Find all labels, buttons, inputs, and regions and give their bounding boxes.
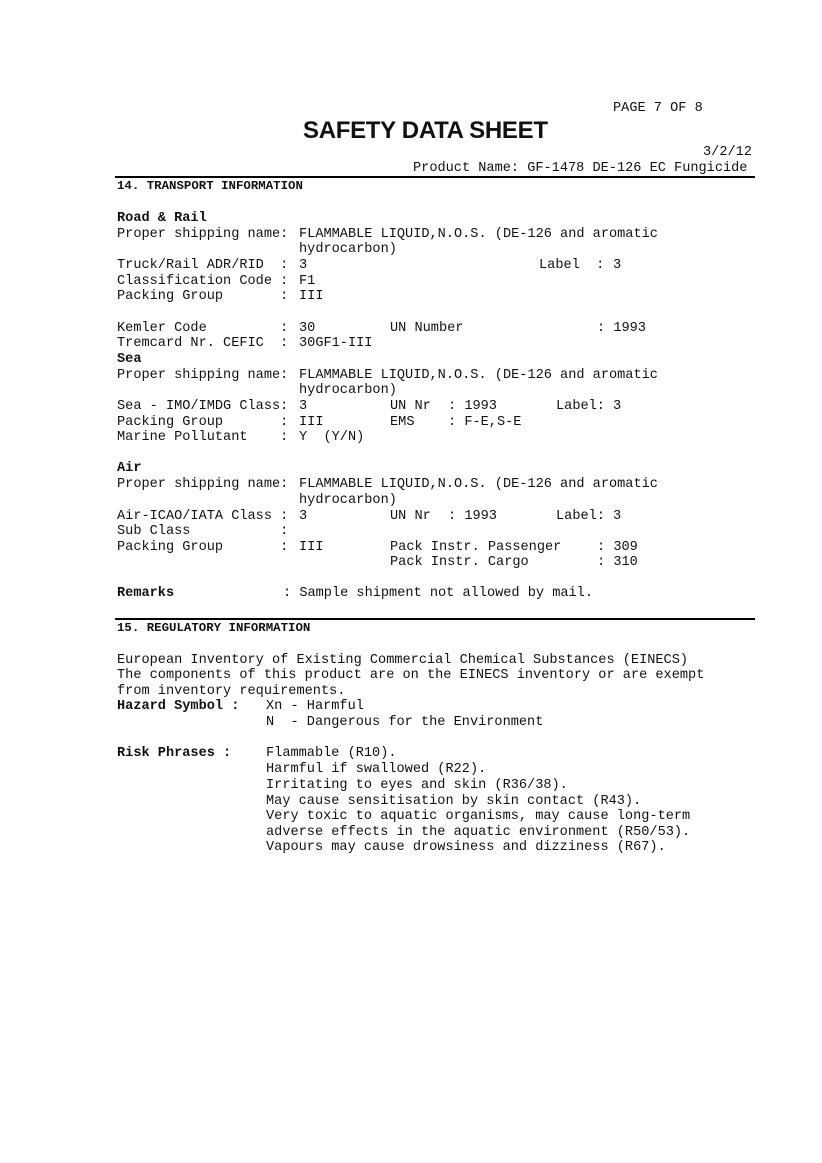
tremcard-label: Tremcard Nr. CEFIC : (117, 336, 289, 351)
air-subclass-label: Sub Class : (117, 524, 289, 539)
road-psn-label: Proper shipping name: (117, 227, 289, 242)
page-number: PAGE 7 OF 8 (613, 101, 703, 116)
einecs-line: from inventory requirements. (117, 684, 346, 699)
einecs-line: European Inventory of Existing Commercial Chemical Substances (EINECS) (117, 653, 689, 668)
kemler-label: Kemler Code : (117, 321, 289, 336)
section-15-heading: 15. REGULATORY INFORMATION (117, 621, 311, 635)
passenger-value: : 309 (597, 540, 638, 555)
road-psn-value: FLAMMABLE LIQUID,N.O.S. (DE-126 and aromatic (299, 227, 658, 242)
section-divider (115, 618, 755, 620)
sea-un-label: UN Nr (390, 399, 431, 414)
road-adr-label: Truck/Rail ADR/RID : (117, 258, 289, 273)
road-class-value: F1 (299, 274, 316, 289)
sea-imo-label: Sea - IMO/IMDG Class: (117, 399, 289, 414)
road-class-label: Classification Code : (117, 274, 289, 289)
sea-un-value: : 1993 (448, 399, 497, 414)
air-pg-value: III (299, 540, 324, 555)
risk-phrases-label: Risk Phrases : (117, 746, 232, 761)
sea-psn-value-cont: hydrocarbon) (299, 383, 397, 398)
remarks-label: Remarks (117, 586, 175, 601)
risk-phrase: Vapours may cause drowsiness and dizziness (R67). (266, 840, 666, 855)
road-pg-value: III (299, 289, 324, 304)
risk-phrase: adverse effects in the aquatic environment (R50/53). (266, 825, 691, 840)
sea-ems-label: EMS (390, 415, 415, 430)
road-adr-value: 3 (299, 258, 308, 273)
cargo-label: Pack Instr. Cargo (390, 555, 529, 570)
einecs-line: The components of this product are on the EINECS inventory or are exempt (117, 668, 705, 683)
air-psn-value: FLAMMABLE LIQUID,N.O.S. (DE-126 and aromatic (299, 477, 658, 492)
section-divider (115, 176, 755, 178)
sea-pg-label: Packing Group : (117, 415, 289, 430)
air-label-value: 3 (613, 509, 622, 524)
sea-heading: Sea (117, 352, 142, 367)
document-date: 3/2/12 (703, 145, 752, 160)
document-title: SAFETY DATA SHEET (303, 117, 548, 144)
air-icao-value: 3 (299, 509, 308, 524)
air-psn-label: Proper shipping name: (117, 477, 289, 492)
hazard-symbol-line: Xn - Harmful (266, 699, 364, 714)
risk-phrase: Flammable (R10). (266, 746, 397, 761)
risk-phrase: Harmful if swallowed (R22). (266, 762, 487, 777)
road-label-label: Label : (539, 258, 605, 273)
sea-psn-value: FLAMMABLE LIQUID,N.O.S. (DE-126 and aromatic (299, 368, 658, 383)
road-pg-label: Packing Group : (117, 289, 289, 304)
road-un-label: UN Number (390, 321, 464, 336)
passenger-label: Pack Instr. Passenger (390, 540, 562, 555)
tremcard-value: 30GF1-III (299, 336, 373, 351)
product-name-line: Product Name: GF-1478 DE-126 EC Fungicide (413, 161, 748, 176)
air-heading: Air (117, 461, 142, 476)
sea-ems-value: : F-E,S-E (448, 415, 522, 430)
marine-pollutant-label: Marine Pollutant : (117, 430, 289, 445)
air-pg-label: Packing Group : (117, 540, 289, 555)
air-label-label: Label: (556, 509, 605, 524)
road-rail-heading: Road & Rail (117, 211, 207, 226)
air-un-label: UN Nr (390, 509, 431, 524)
hazard-symbol-label: Hazard Symbol : (117, 699, 240, 714)
air-un-value: : 1993 (448, 509, 497, 524)
cargo-value: : 310 (597, 555, 638, 570)
sea-label-value: 3 (613, 399, 622, 414)
sea-pg-value: III (299, 415, 324, 430)
marine-pollutant-value: Y (Y/N) (299, 430, 365, 445)
road-un-value: : 1993 (597, 321, 646, 336)
section-14-heading: 14. TRANSPORT INFORMATION (117, 179, 303, 193)
air-icao-label: Air-ICAO/IATA Class : (117, 509, 289, 524)
air-psn-value-cont: hydrocarbon) (299, 493, 397, 508)
sea-imo-value: 3 (299, 399, 308, 414)
sea-psn-label: Proper shipping name: (117, 368, 289, 383)
hazard-symbol-line: N - Dangerous for the Environment (266, 715, 544, 730)
road-label-value: 3 (613, 258, 622, 273)
risk-phrase: Very toxic to aquatic organisms, may cause long-term (266, 809, 691, 824)
kemler-value: 30 (299, 321, 316, 336)
risk-phrase: Irritating to eyes and skin (R36/38). (266, 778, 568, 793)
remarks-value: : Sample shipment not allowed by mail. (283, 586, 593, 601)
sea-label-label: Label: (556, 399, 605, 414)
risk-phrase: May cause sensitisation by skin contact (R43). (266, 794, 642, 809)
road-psn-value-cont: hydrocarbon) (299, 242, 397, 257)
